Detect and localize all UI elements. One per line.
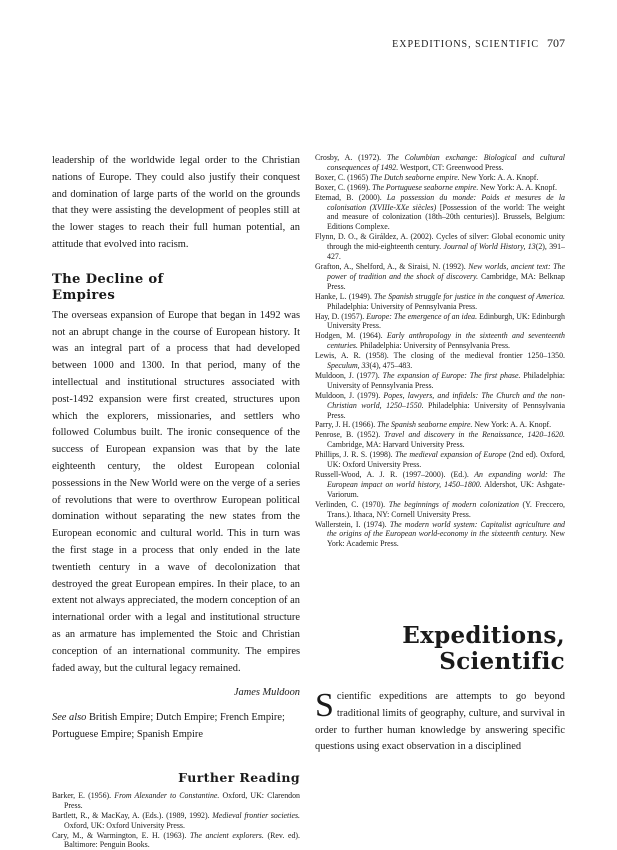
drop-cap: S — [315, 687, 334, 724]
reference-item: Crosby, A. (1972). The Columbian exchange: Biological and cultural consequences of 1492. Westport, CT: Greenwood Press. — [315, 153, 566, 172]
reference-item: Muldoon, J. (1977). The expansion of Europe: The first phase. Philadelphia: University of Pennsylvania Press. — [315, 370, 565, 390]
reference-item: Hodgen, M. (1964). Early anthropology in the sixteenth and seventeenth centuries. Philadelphia: University of Pennsylvania Press. — [315, 331, 566, 351]
further-reading-heading: Further Reading — [178, 769, 300, 785]
reference-item: Penrose, B. (1952). Travel and discovery in the Renaissance, 1420–1620. Cambridge, MA: Harvard University Press. — [315, 430, 565, 450]
reference-list-right — [315, 153, 565, 549]
reference-item: Barker, E. (1956). From Alexander to Constantine. Oxford, UK: Clarendon Press. — [52, 790, 300, 810]
reference-item: Boxer, C. (1965) The Dutch seaborne empire. New York: A. A. Knopf. — [315, 172, 539, 182]
article-title — [315, 623, 565, 675]
article-title-line2: Scientific — [439, 648, 565, 675]
reference-item: Boxer, C. (1969). The Portuguese seaborne empire. New York: A. A. Knopf. — [315, 182, 558, 192]
reference-item: Phillips, J. R. S. (1998). The medieval expansion of Europe (2nd ed). Oxford, UK: Oxford University Press. — [315, 450, 565, 470]
reference-item: Flynn, D. O., & Giráldez, A. (2002). Cycles of silver: Global economic unity through the mid-eighteenth century. Journal of World History, 13(2), 391–427. — [315, 232, 565, 262]
intro-text: cientific expeditions are attempts to go beyond traditional limits of geography, culture, and survival in order to further human knowledge by answering specific questions using exact observation in a disciplined — [315, 691, 565, 753]
reference-item: Grafton, A., Shelford, A., & Siraisi, N. (1992). New worlds, ancient text: The power of tradition and the shock of discovery. Cambridge, MA: Belknap Press. — [315, 261, 565, 291]
reference-item: Etemad, B. (2000). La possession du monde: Poids et mesures de la colonisation (XVIIIe-XXe siècles) [Possession of the world: The weight and measure of colonization (18th–20th centuries)]. Brussels, Belgium: Editions Complexe. — [315, 192, 565, 232]
see-also-label: See also — [52, 712, 87, 724]
section-heading-decline: The Decline of Empires — [52, 271, 164, 303]
reference-item: Parry, J. H. (1966). The Spanish seaborne empire. New York: A. A. Knopf. — [315, 420, 552, 430]
see-also-links[interactable]: British Empire; Dutch Empire; French Empire; Portuguese Empire; Spanish Empire — [52, 712, 285, 741]
running-head — [392, 36, 565, 51]
reference-item: Verlinden, C. (1970). The beginnings of modern colonization (Y. Freccero, Trans.). Ithaca, NY: Cornell University Press. — [315, 499, 565, 519]
reference-item: Hanke, L. (1949). The Spanish struggle for justice in the conquest of America. Philadelphia: University of Pennsylvania Press. — [315, 291, 565, 311]
reference-item: Wallerstein, I. (1974). The modern world system: Capitalist agriculture and the origins of the European world-economy in the sixteenth century. New York: Academic Press. — [315, 519, 566, 549]
running-title: EXPEDITIONS, SCIENTIFIC — [392, 39, 539, 50]
continuation-paragraph: leadership of the worldwide legal order to the Christian nations of Europe. They could also justify their conquest and domination of large parts of the world on the grounds that they were assisting the development of peoples still at the lower stages to reach their full human potential, an attitude that evolved into racism. — [52, 155, 300, 250]
author-signature: James Muldoon — [233, 687, 300, 699]
intro-paragraph — [315, 689, 565, 756]
reference-item: Hay, D. (1957). Europe: The emergence of an idea. Edinburgh, UK: Edinburgh University Press. — [315, 311, 565, 331]
reference-item: Cary, M., & Warmington, E. H. (1963). The ancient explorers. (Rev. ed). Baltimore: Penguin Books. — [52, 830, 300, 850]
reference-item: Muldoon, J. (1979). Popes, lawyers, and infidels: The Church and the non-Christian world, 1250–1550. Philadelphia: University of Pennsylvania Press. — [315, 390, 565, 420]
left-column — [52, 153, 300, 850]
right-column — [315, 153, 565, 549]
article-start — [315, 623, 565, 756]
decline-paragraph: The overseas expansion of Europe that began in 1492 was not an abrupt change in the course of European history. It was an integral part of a process that had developed between 1000 and 1300. In that period, many of the intellectual and institutional structures associated with post-1492 expansion were first created, structures upon which the explorers, missionaries, and settlers who followed Columbus built. The ironic consequence of the success of European expansion was that by the late eighteenth century, the oldest European colonial possessions in the New World were on the verge of a series of revolutions that were to overthrow European political domination without separating the new states from the European economic and cultural world. This in turn was the first stage in a process that only ended in the late twentieth century in a wave of decolonization that destroyed the great European empires. In their place, to an extent not always appreciated, the modern conception of an international order with a legal and institutional structure as an armature has implemented the Stoic and Christian conception of an international community. The empires faded away, but the cultural legacy remained. — [52, 309, 300, 674]
article-title-line1: Expeditions, — [402, 622, 565, 649]
see-also — [52, 710, 300, 744]
reference-item: Bartlett, R., & MacKay, A. (Eds.). (1989, 1992). Medieval frontier societies. Oxford, UK: Oxford University Press. — [52, 810, 300, 830]
reference-item: Lewis, A. R. (1958). The closing of the medieval frontier 1250–1350. Speculum, 33(4), 475–483. — [315, 351, 565, 371]
page-number: 707 — [547, 36, 565, 50]
reference-item: Russell-Wood, A. J. R. (1997–2000). (Ed.). An expanding world: The European impact on world history, 1450–1800. Aldershot, UK: Ashgate-Variorum. — [315, 470, 565, 499]
